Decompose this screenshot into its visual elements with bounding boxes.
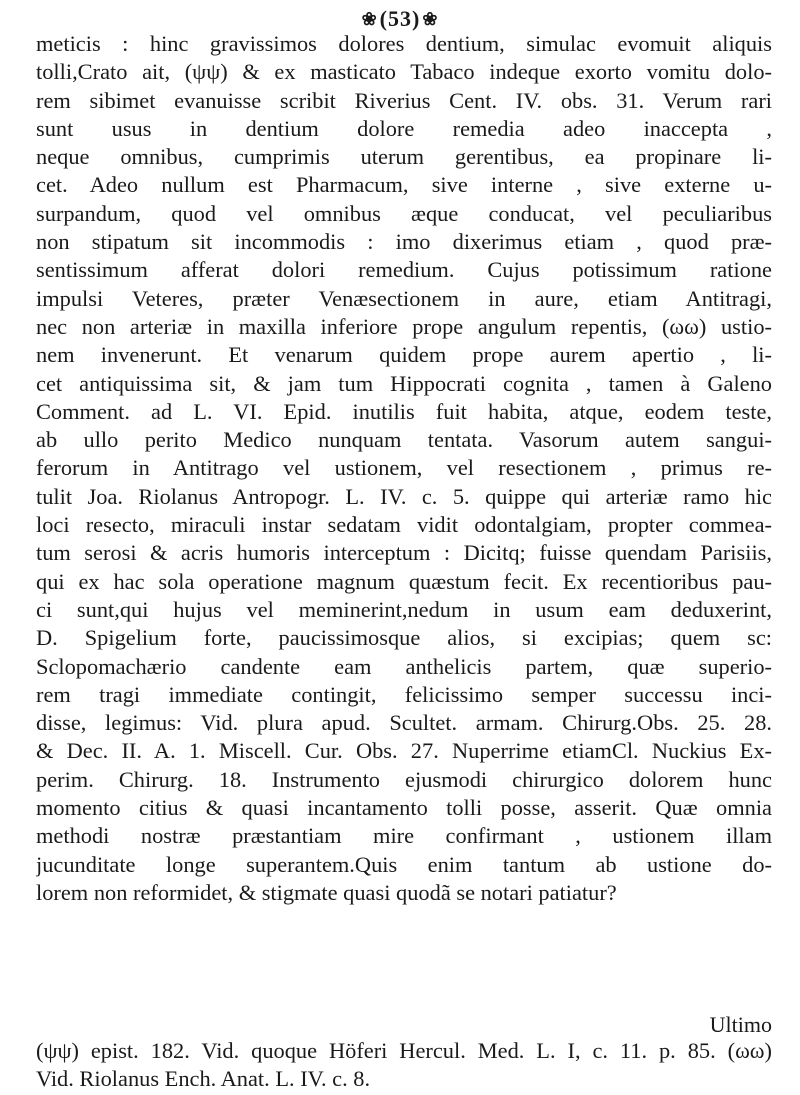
text-line: perim. Chirurg. 18. Instrumento ejusmodi chirurgico dolorem hunc bbox=[36, 766, 772, 792]
text-line: tolli,Crato ait, (ψψ) & ex masticato Tabaco indeque exorto vomitu dolo- bbox=[36, 59, 772, 85]
main-text bbox=[36, 30, 772, 907]
text-line: & Dec. II. A. 1. Miscell. Cur. Obs. 27. Nuperrime etiamCl. Nuckius Ex- bbox=[36, 738, 772, 764]
text-line: nem invenerunt. Et venarum quidem prope aurem apertio , li- bbox=[36, 342, 772, 368]
text-line: sentissimum afferat dolori remedium. Cujus potissimum ratione bbox=[36, 257, 772, 283]
text-line: ci sunt,qui hujus vel meminerint,nedum in usum eam deduxerint, bbox=[36, 596, 772, 622]
text-line: momento citius & quasi incantamento tolli posse, asserit. Quæ omnia bbox=[36, 795, 772, 821]
text-line: disse, legimus: Vid. plura apud. Scultet. armam. Chirurg.Obs. 25. 28. bbox=[36, 710, 772, 736]
text-line: cet. Adeo nullum est Pharmacum, sive interne , sive externe u- bbox=[36, 172, 772, 198]
footnotes bbox=[36, 1037, 772, 1093]
text-line: surpandum, quod vel omnibus æque conducat, vel peculiaribus bbox=[36, 200, 772, 226]
text-line: meticis : hinc gravissimos dolores dentium, simulac evomuit aliquis bbox=[36, 31, 772, 56]
text-line: loci resecto, miraculi instar sedatam vidit odontalgiam, propter commea- bbox=[36, 512, 772, 538]
text-line: Sclopomachærio candente eam anthelicis partem, quæ superio- bbox=[36, 653, 772, 679]
catchword: Ultimo bbox=[709, 1012, 772, 1037]
footnote-line: (ψψ) epist. 182. Vid. quoque Höferi Hercul. Med. L. I, c. 11. p. 85. (ωω) bbox=[36, 1038, 772, 1063]
ornament-right-icon: ❀ bbox=[422, 8, 439, 29]
text-line: cet antiquissima sit, & jam tum Hippocrati cognita , tamen à Galeno bbox=[36, 370, 772, 396]
text-line: lorem non reformidet, & stigmate quasi quodã se notari patiatur? bbox=[36, 879, 617, 905]
text-line: tum serosi & acris humoris interceptum : Dicitq; fuisse quendam Parisiis, bbox=[36, 540, 772, 566]
text-line: neque omnibus, cumprimis uterum gerentibus, ea propinare li- bbox=[36, 144, 772, 170]
text-line: nec non arteriæ in maxilla inferiore prope angulum repentis, (ωω) ustio- bbox=[36, 313, 772, 339]
text-line: qui ex hac sola operatione magnum quæstum fecit. Ex recentioribus pau- bbox=[36, 568, 772, 594]
text-line: rem tragi immediate contingit, felicissimo semper successu inci- bbox=[36, 681, 772, 707]
text-line: rem sibimet evanuisse scribit Riverius Cent. IV. obs. 31. Verum rari bbox=[36, 87, 772, 113]
text-line: D. Spigelium forte, paucissimosque alios, si excipias; quem sc: bbox=[36, 625, 772, 651]
text-line: impulsi Veteres, præter Venæsectionem in aure, etiam Antitragi, bbox=[36, 285, 772, 311]
text-line: ab ullo perito Medico nunquam tentata. Vasorum autem sangui- bbox=[36, 427, 772, 453]
text-line: sunt usus in dentium dolore remedia adeo inaccepta , bbox=[36, 115, 772, 141]
ornament-left-icon: ❀ bbox=[361, 8, 378, 29]
text-line: tulit Joa. Riolanus Antropogr. L. IV. c. 5. quippe qui arteriæ ramo hic bbox=[36, 483, 772, 509]
page-number: (53) bbox=[379, 6, 421, 31]
footnote-line: Vid. Riolanus Ench. Anat. L. IV. c. 8. bbox=[36, 1066, 371, 1091]
text-line: non stipatum sit incommodis : imo dixerimus etiam , quod præ- bbox=[36, 229, 772, 255]
text-line: Comment. ad L. VI. Epid. inutilis fuit habita, atque, eodem teste, bbox=[36, 398, 772, 424]
text-line: jucunditate longe superantem.Quis enim tantum ab ustione do- bbox=[36, 851, 772, 877]
text-line: ferorum in Antitrago vel ustionem, vel resectionem , primus re- bbox=[36, 455, 772, 481]
text-line: methodi nostræ præstantiam mire confirmant , ustionem illam bbox=[36, 823, 772, 849]
